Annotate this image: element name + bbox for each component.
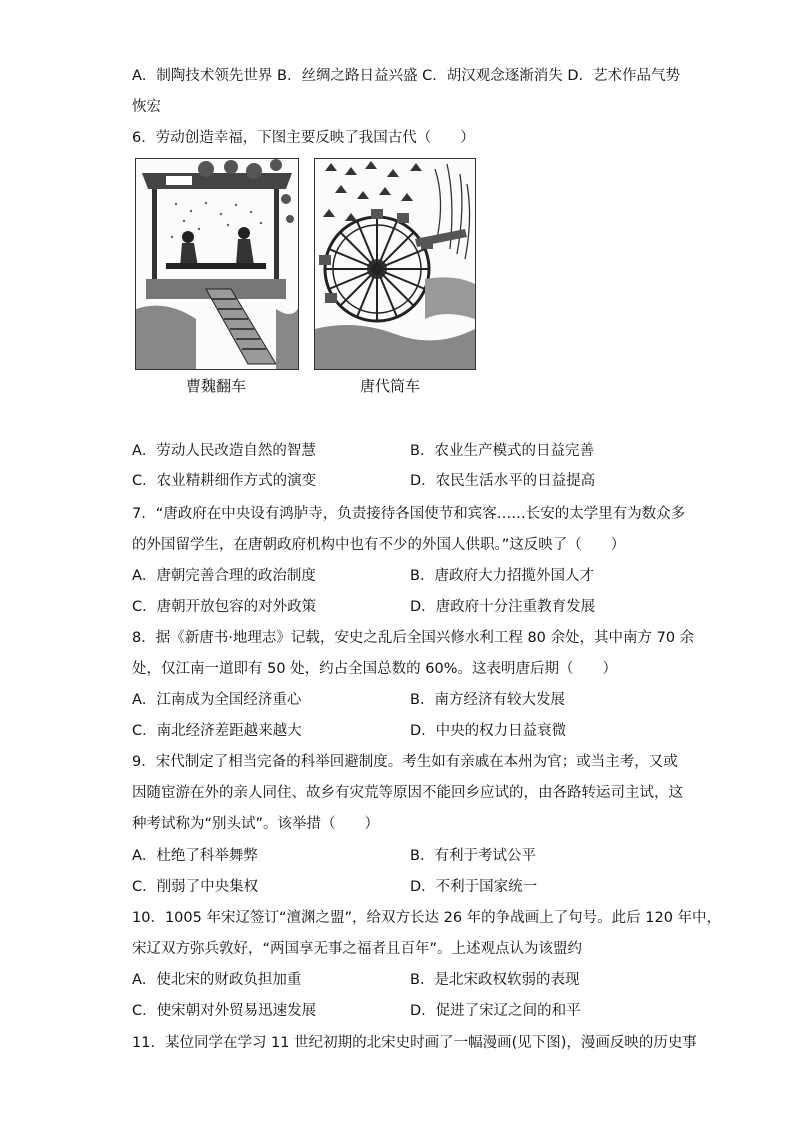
q9-option-b: B．有利于考试公平 <box>410 848 536 864</box>
q8-stem-line2: 处，仅江南一道即有 50 处，约占全国总数的 60%。这表明唐后期（ ） <box>132 661 618 677</box>
q8-option-b: B．南方经济有较大发展 <box>410 692 565 708</box>
q7-option-c: C．唐朝开放包容的对外政策 <box>132 599 317 615</box>
q6-option-b: B．农业生产模式的日益完善 <box>410 443 594 459</box>
q10-option-a: A．使北宋的财政负担加重 <box>132 972 302 988</box>
fanche-drawing <box>136 159 298 369</box>
q8-stem-line1: 8．据《新唐书·地理志》记载，安史之乱后全国兴修水利工程 80 余处，其中南方 70 余 <box>132 630 695 646</box>
q5-options-continued: 恢宏 <box>132 99 161 115</box>
q9-option-d: D．不利于国家统一 <box>410 879 538 895</box>
q10-option-b: B．是北宋政权软弱的表现 <box>410 972 580 988</box>
q10-option-c: C．使宋朝对外贸易迅速发展 <box>132 1003 317 1019</box>
q6-option-c: C．农业精耕细作方式的演变 <box>132 473 317 489</box>
q9-stem-line3: 种考试称为“别头试”。该举措（ ） <box>132 816 380 832</box>
q7-stem-line2: 的外国留学生，在唐朝政府机构中也有不少的外国人供职。”这反映了（ ） <box>132 537 626 553</box>
q9-stem-line1: 9．宋代制定了相当完备的科举回避制度。考生如有亲戚在本州为官；或当主考，又或 <box>132 754 678 770</box>
fanche-illustration <box>135 158 299 370</box>
q6-option-a: A．劳动人民改造自然的智慧 <box>132 443 316 459</box>
tongche-caption: 唐代筒车 <box>360 377 421 395</box>
q9-option-a: A．杜绝了科举舞弊 <box>132 848 258 864</box>
q8-option-a: A．江南成为全国经济重心 <box>132 692 302 708</box>
q10-stem-line1: 10．1005 年宋辽签订“澶渊之盟”，给双方长达 26 年的争战画上了句号。此后 120 年中， <box>132 910 722 926</box>
q7-option-b: B．唐政府大力招揽外国人才 <box>410 568 594 584</box>
q11-stem-line1: 11．某位同学在学习 11 世纪初期的北宋史时画了一幅漫画(见下图)，漫画反映的历史事 <box>132 1035 697 1051</box>
q6-option-d: D．农民生活水平的日益提高 <box>410 473 596 489</box>
fanche-caption: 曹魏翻车 <box>186 377 247 395</box>
q8-option-c: C．南北经济差距越来越大 <box>132 723 302 739</box>
q10-option-d: D．促进了宋辽之间的和平 <box>410 1003 581 1019</box>
q7-stem-line1: 7．“唐政府在中央设有鸿胪寺，负责接待各国使节和宾客……长安的太学里有为数众多 <box>132 506 686 522</box>
q5-options: A．制陶技术领先世界 B．丝绸之路日益兴盛 C．胡汉观念逐渐消失 D．艺术作品气势 <box>132 68 680 84</box>
q10-stem-line2: 宋辽双方弥兵敦好，“两国享无事之福者且百年”。上述观点认为该盟约 <box>132 941 583 957</box>
q6-stem: 6．劳动创造幸福，下图主要反映了我国古代（ ） <box>132 130 475 146</box>
q9-option-c: C．削弱了中央集权 <box>132 879 259 895</box>
q7-option-a: A．唐朝完善合理的政治制度 <box>132 568 316 584</box>
tongche-drawing <box>315 159 475 369</box>
q9-stem-line2: 因随宦游在外的亲人同住、故乡有灾荒等原因不能回乡应试的，由各路转运司主试，这 <box>132 785 683 801</box>
tongche-illustration <box>314 158 476 370</box>
q8-option-d: D．中央的权力日益衰微 <box>410 723 567 739</box>
q7-option-d: D．唐政府十分注重教育发展 <box>410 599 596 615</box>
